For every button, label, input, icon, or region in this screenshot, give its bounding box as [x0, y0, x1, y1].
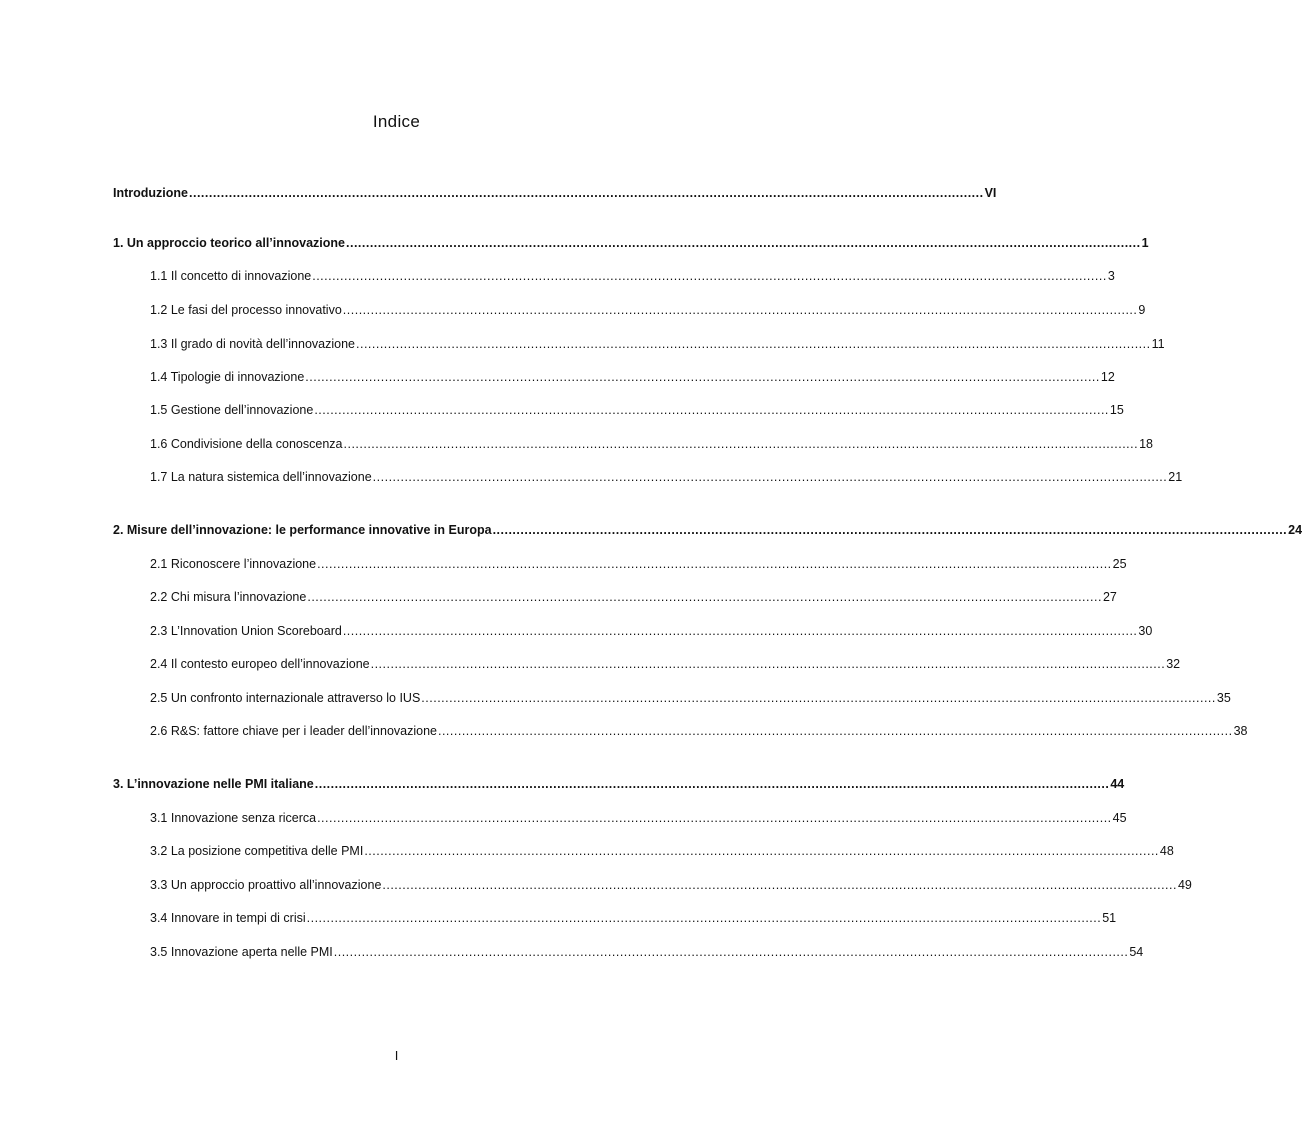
toc-leader-dots: ........................................................................................................................................................................................................	[305, 370, 1100, 384]
toc-entry-page: 45	[1112, 811, 1127, 825]
toc-entry-page: 12	[1100, 370, 1115, 384]
toc-entry-title: 3.4 Innovare in tempi di crisi	[150, 911, 306, 925]
toc-entry-title: 3.2 La posizione competitiva delle PMI	[150, 844, 364, 858]
toc-entry-section-2-2[interactable]	[150, 590, 1117, 604]
toc-entry-title: 1.3 Il grado di novità dell’innovazione	[150, 337, 355, 351]
toc-leader-dots: ........................................................................................................................................................................................................	[333, 945, 1129, 959]
toc-entry-chapter-3[interactable]	[113, 777, 1125, 791]
toc-entry-page: 44	[1110, 777, 1125, 791]
toc-entry-page: 11	[1151, 337, 1165, 351]
toc-entry-page: 51	[1102, 911, 1117, 925]
toc-leader-dots: ........................................................................................................................................................................................................	[372, 470, 1168, 484]
toc-leader-dots: ........................................................................................................................................................................................................	[342, 624, 1138, 638]
toc-entry-title: 1.5 Gestione dell’innovazione	[150, 403, 314, 417]
toc-leader-dots: ........................................................................................................................................................................................................	[356, 337, 1151, 351]
toc-entry-page: 35	[1216, 691, 1231, 705]
toc-leader-dots: ........................................................................................................................................................................................................	[317, 557, 1112, 571]
toc-entry-title: 2.2 Chi misura l’innovazione	[150, 590, 307, 604]
toc-entry-page: 27	[1102, 590, 1117, 604]
toc-entry-page: 24	[1288, 523, 1302, 537]
toc-entry-chapter-1[interactable]	[113, 236, 1149, 250]
toc-leader-dots: ........................................................................................................................................................................................................	[343, 437, 1139, 451]
toc-leader-dots: ........................................................................................................................................................................................................	[314, 403, 1109, 417]
toc-leader-dots: ........................................................................................................................................................................................................	[306, 911, 1102, 925]
toc-entry-section-2-5[interactable]	[150, 691, 1231, 705]
toc-entry-title: Introduzione	[113, 186, 188, 200]
toc-entry-chapter-2[interactable]	[113, 523, 1302, 537]
toc-leader-dots: ........................................................................................................................................................................................................	[312, 269, 1107, 283]
toc-entry-section-3-1[interactable]	[150, 811, 1127, 825]
toc-entry-section-1-3[interactable]	[150, 337, 1165, 351]
toc-entry-section-2-1[interactable]	[150, 557, 1127, 571]
page-number: I	[394, 1048, 399, 1063]
toc-entry-page: 1	[1141, 236, 1149, 250]
toc-entry-title: 1.2 Le fasi del processo innovativo	[150, 303, 342, 317]
toc-leader-dots: ........................................................................................................................................................................................................	[382, 878, 1177, 892]
toc-leader-dots: ........................................................................................................................................................................................................	[317, 811, 1112, 825]
toc-entry-page: 49	[1177, 878, 1192, 892]
toc-entry-title: 2.3 L’Innovation Union Scoreboard	[150, 624, 342, 638]
toc-leader-dots: ........................................................................................................................................................................................................	[314, 777, 1110, 791]
toc-entry-page: 15	[1109, 403, 1124, 417]
toc-entry-introduction[interactable]	[113, 186, 997, 200]
page-title: Indice	[372, 112, 421, 131]
toc-entry-page: 38	[1233, 724, 1248, 738]
toc-entry-section-3-5[interactable]	[150, 945, 1144, 959]
toc-leader-dots: ........................................................................................................................................................................................................	[307, 590, 1102, 604]
toc-entry-section-3-3[interactable]	[150, 878, 1192, 892]
toc-entry-title: 3.1 Innovazione senza ricerca	[150, 811, 317, 825]
toc-leader-dots: ........................................................................................................................................................................................................	[189, 186, 984, 200]
toc-entry-page: VI	[984, 186, 997, 200]
toc-entry-section-2-3[interactable]	[150, 624, 1153, 638]
toc-entry-title: 1. Un approccio teorico all’innovazione	[113, 236, 345, 250]
toc-entry-section-3-4[interactable]	[150, 911, 1117, 925]
toc-entry-section-3-2[interactable]	[150, 844, 1174, 858]
toc-entry-title: 1.4 Tipologie di innovazione	[150, 370, 305, 384]
toc-entry-section-1-7[interactable]	[150, 470, 1183, 484]
toc-entry-title: 2.4 Il contesto europeo dell’innovazione	[150, 657, 370, 671]
toc-entry-page: 21	[1168, 470, 1183, 484]
toc-entry-section-2-4[interactable]	[150, 657, 1181, 671]
toc-leader-dots: ........................................................................................................................................................................................................	[342, 303, 1138, 317]
toc-entry-title: 1.1 Il concetto di innovazione	[150, 269, 312, 283]
toc-leader-dots: ........................................................................................................................................................................................................	[364, 844, 1159, 858]
toc-leader-dots: ........................................................................................................................................................................................................	[492, 523, 1288, 537]
toc-entry-title: 1.6 Condivisione della conoscenza	[150, 437, 343, 451]
toc-entry-title: 2.1 Riconoscere l’innovazione	[150, 557, 317, 571]
toc-entry-page: 32	[1166, 657, 1181, 671]
toc-entry-title: 3.3 Un approccio proattivo all’innovazione	[150, 878, 382, 892]
toc-entry-page: 30	[1138, 624, 1153, 638]
toc-entry-page: 25	[1112, 557, 1127, 571]
toc-leader-dots: ........................................................................................................................................................................................................	[370, 657, 1166, 671]
toc-entry-title: 2.5 Un confronto internazionale attraverso lo IUS	[150, 691, 421, 705]
toc-entry-title: 3.5 Innovazione aperta nelle PMI	[150, 945, 333, 959]
toc-entry-title: 1.7 La natura sistemica dell’innovazione	[150, 470, 372, 484]
toc-entry-title: 2. Misure dell’innovazione: le performance innovative in Europa	[113, 523, 492, 537]
toc-entry-section-1-2[interactable]	[150, 303, 1146, 317]
toc-entry-section-1-5[interactable]	[150, 403, 1124, 417]
toc-entry-page: 9	[1138, 303, 1146, 317]
toc-leader-dots: ........................................................................................................................................................................................................	[346, 236, 1141, 250]
toc-entry-page: 54	[1129, 945, 1144, 959]
toc-entry-page: 3	[1107, 269, 1115, 283]
toc-entry-section-1-6[interactable]	[150, 437, 1153, 451]
toc-entry-section-2-6[interactable]	[150, 724, 1248, 738]
toc-entry-section-1-4[interactable]	[150, 370, 1115, 384]
toc-entry-page: 18	[1139, 437, 1153, 451]
toc-entry-title: 3. L’innovazione nelle PMI italiane	[113, 777, 314, 791]
toc-entry-title: 2.6 R&S: fattore chiave per i leader dell’innovazione	[150, 724, 437, 738]
toc-leader-dots: ........................................................................................................................................................................................................	[437, 724, 1233, 738]
toc-entry-section-1-1[interactable]	[150, 269, 1115, 283]
toc-entry-page: 48	[1159, 844, 1174, 858]
toc-leader-dots: ........................................................................................................................................................................................................	[421, 691, 1216, 705]
